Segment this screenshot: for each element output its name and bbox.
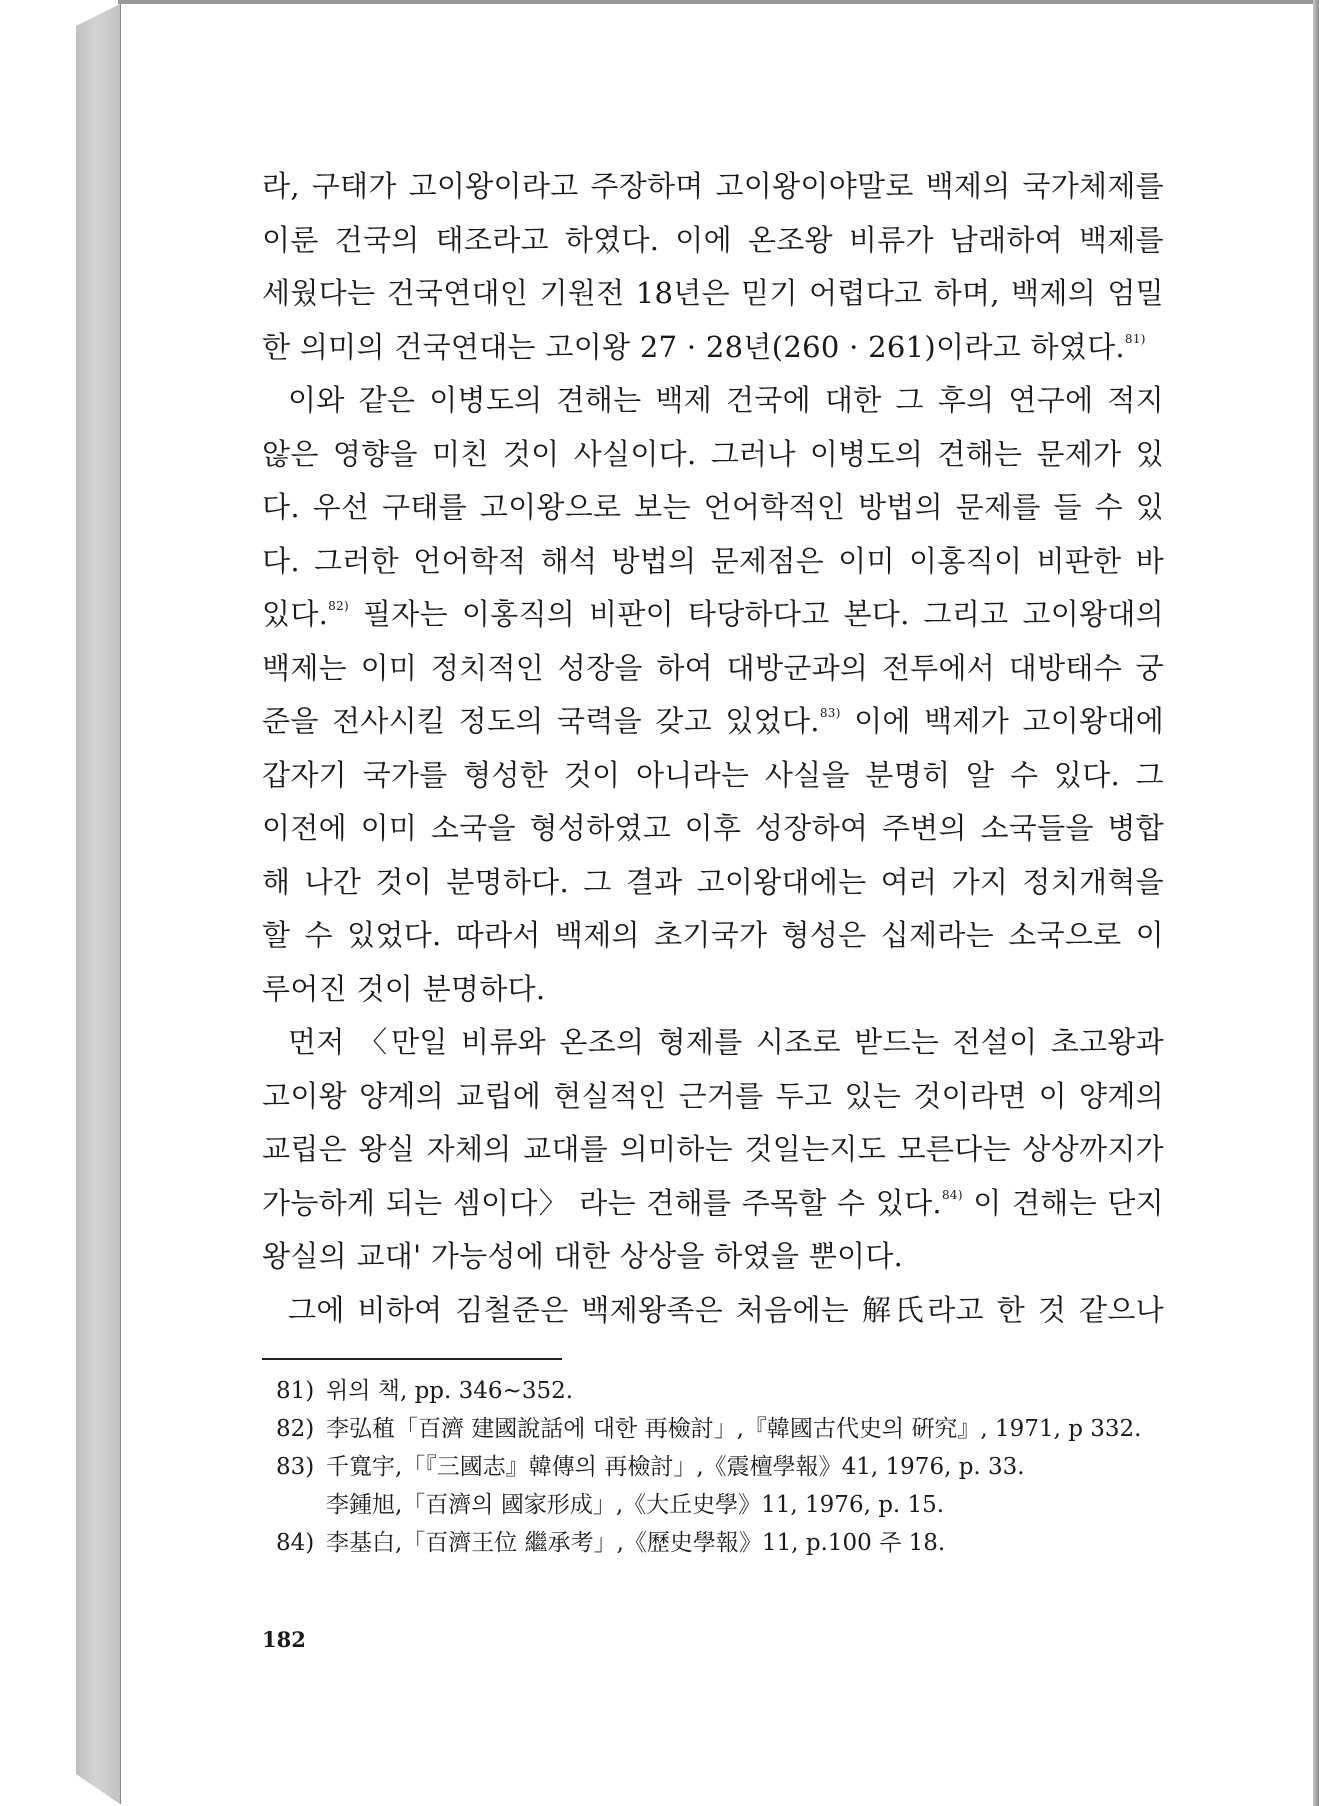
body-line-tail: 이 견해는 단지 bbox=[962, 1185, 1164, 1220]
body-line bbox=[262, 214, 1164, 268]
body-line bbox=[262, 1016, 1164, 1070]
footnote bbox=[276, 1410, 1156, 1448]
body-line bbox=[262, 1177, 1164, 1231]
body-line-text: 가능하게 되는 셈이다〉 라는 견해를 주목할 수 있다. bbox=[262, 1185, 942, 1220]
body-line bbox=[262, 1070, 1164, 1124]
body-line bbox=[262, 1230, 1164, 1284]
body-line bbox=[262, 428, 1164, 482]
body-line bbox=[262, 642, 1164, 696]
body-line bbox=[262, 535, 1164, 589]
body-line bbox=[262, 481, 1164, 535]
body-line-text: 않은 영향을 미친 것이 사실이다. 그러나 이병도의 견해는 문제가 있 bbox=[262, 436, 1164, 471]
body-line-text: 있다. bbox=[262, 597, 329, 631]
body-line-text: 먼저 〈만일 비류와 온조의 형제를 시조로 받드는 전설이 초고왕과 bbox=[288, 1025, 1164, 1059]
body-line-text: 다. 그러한 언어학적 해석 방법의 문제점은 이미 이홍직이 비판한 바 bbox=[262, 543, 1164, 578]
footnotes bbox=[276, 1372, 1156, 1562]
footnote-rule bbox=[262, 1358, 562, 1360]
footnote-text: 李弘稙「百濟 建國說話에 대한 再檢討」,『韓國古代史의 硏究』, 1971, p 332. bbox=[326, 1416, 1142, 1442]
footnote-reference: 81) bbox=[1124, 331, 1146, 346]
body-line-text: 백제는 이미 정치적인 성장을 하여 대방군과의 전투에서 대방태수 궁 bbox=[262, 650, 1164, 685]
body-line bbox=[262, 856, 1164, 910]
footnote-text: 李基白,「百濟王位 繼承考」,《歷史學報》11, p.100 주 18. bbox=[326, 1530, 946, 1556]
body-line-text: 준을 전사시킬 정도의 국력을 갖고 있었다. bbox=[262, 704, 820, 738]
footnote-number: 81) bbox=[276, 1378, 315, 1404]
body-line-text: 이전에 이미 소국을 형성하였고 이후 성장하여 주변의 소국들을 병합 bbox=[262, 811, 1164, 845]
body-line-text: 세웠다는 건국연대인 기원전 18년은 믿기 어렵다고 하며, 백제의 엄밀 bbox=[262, 276, 1164, 310]
page-number: 182 bbox=[262, 1627, 306, 1652]
body-text bbox=[262, 160, 1164, 1337]
body-line bbox=[262, 1123, 1164, 1177]
footnote bbox=[276, 1524, 1156, 1562]
body-line-text: 한 의미의 건국연대는 고이왕 27 · 28년(260 · 261)이라고 하였다. bbox=[262, 329, 1125, 364]
body-line bbox=[262, 160, 1164, 214]
body-line-text: 고이왕 양계의 교립에 현실적인 근거를 두고 있는 것이라면 이 양계의 bbox=[262, 1078, 1164, 1113]
body-line-text: 교립은 왕실 자체의 교대를 의미하는 것일는지도 모른다는 상상까지가 bbox=[262, 1132, 1164, 1166]
footnote-number: 84) bbox=[276, 1530, 315, 1556]
body-line-text: 갑자기 국가를 형성한 것이 아니라는 사실을 분명히 알 수 있다. 그 bbox=[262, 757, 1164, 792]
footnote-reference: 82) bbox=[328, 599, 350, 613]
body-line bbox=[262, 963, 1164, 1017]
body-line-text: 할 수 있었다. 따라서 백제의 초기국가 형성은 십제라는 소국으로 이 bbox=[262, 918, 1164, 952]
body-line-text: 다. 우선 구태를 고이왕으로 보는 언어학적인 방법의 문제를 들 수 있 bbox=[262, 490, 1164, 524]
book-spine bbox=[76, 4, 120, 1804]
body-line bbox=[262, 267, 1164, 321]
footnote-number: 83) bbox=[276, 1454, 315, 1480]
body-line bbox=[262, 695, 1164, 749]
footnote-reference: 84) bbox=[941, 1187, 963, 1202]
book-right-edge bbox=[1313, 0, 1319, 1806]
body-line bbox=[262, 321, 1164, 375]
footnote bbox=[276, 1486, 1156, 1524]
footnote-text: 李鍾旭,「百濟의 國家形成」,《大丘史學》11, 1976, p. 15. bbox=[326, 1492, 945, 1518]
body-line-tail: 필자는 이홍직의 비판이 타당하다고 본다. 그리고 고이왕대의 bbox=[349, 597, 1164, 631]
body-line-text: 루어진 것이 분명하다. bbox=[262, 971, 546, 1006]
footnote bbox=[276, 1448, 1156, 1486]
body-line bbox=[262, 909, 1164, 963]
body-line-tail: 이에 백제가 고이왕대에 bbox=[840, 704, 1165, 738]
body-line-text: 그에 비하여 김철준은 백제왕족은 처음에는 解氏라고 한 것 같으나 bbox=[288, 1292, 1164, 1327]
body-line-text: 해 나간 것이 분명하다. 그 결과 고이왕대에는 여러 가지 정치개혁을 bbox=[262, 864, 1164, 899]
body-line bbox=[262, 588, 1164, 642]
body-line bbox=[262, 1284, 1164, 1338]
body-line-text: 이룬 건국의 태조라고 하였다. 이에 온조왕 비류가 남래하여 백제를 bbox=[262, 222, 1164, 257]
body-line bbox=[262, 802, 1164, 856]
footnote-text: 위의 책, pp. 346~352. bbox=[326, 1378, 574, 1404]
body-line bbox=[262, 749, 1164, 803]
body-line-text: 라, 구태가 고이왕이라고 주장하며 고이왕이야말로 백제의 국가체제를 bbox=[262, 169, 1164, 203]
body-line bbox=[262, 374, 1164, 428]
footnote-text: 千寬宇,「『三國志』韓傳의 再檢討」,《震檀學報》41, 1976, p. 33. bbox=[326, 1454, 1025, 1480]
footnote bbox=[276, 1372, 1156, 1410]
body-line-text: 왕실의 교대' 가능성에 대한 상상을 하였을 뿐이다. bbox=[262, 1239, 904, 1273]
footnote-reference: 83) bbox=[819, 706, 841, 720]
body-line-text: 이와 같은 이병도의 견해는 백제 건국에 대한 그 후의 연구에 적지 bbox=[288, 383, 1164, 417]
footnote-number: 82) bbox=[276, 1416, 315, 1442]
